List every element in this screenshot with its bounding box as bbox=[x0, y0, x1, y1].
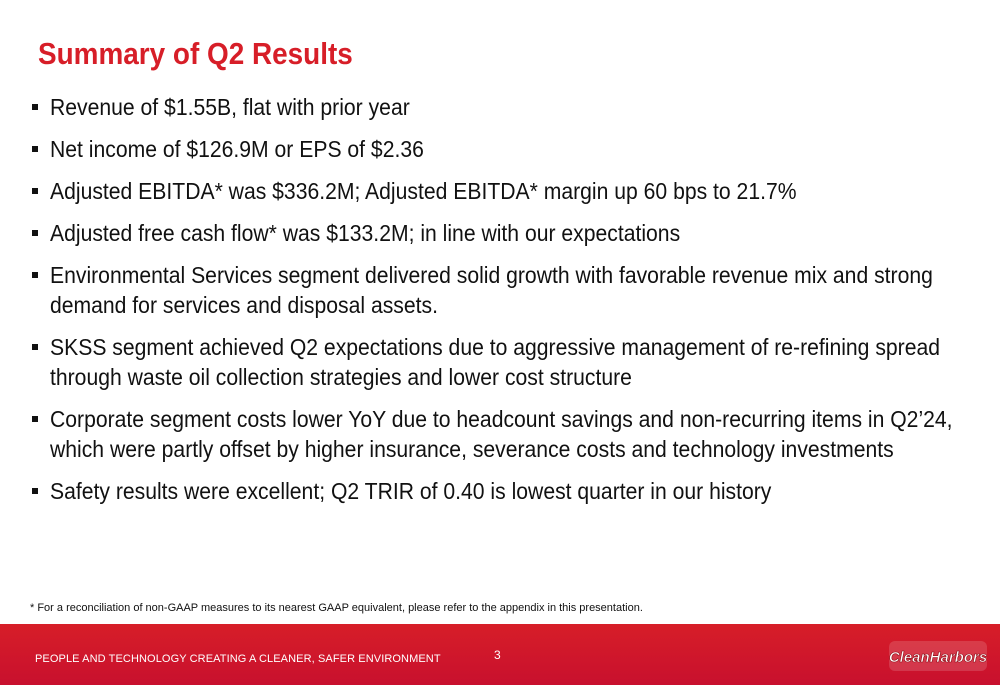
footer-bar bbox=[0, 624, 1000, 685]
bullet-square-icon bbox=[32, 230, 38, 236]
footer-tagline: PEOPLE AND TECHNOLOGY CREATING A CLEANER, SAFER ENVIRONMENT bbox=[35, 653, 441, 665]
bullet-item bbox=[30, 218, 980, 248]
bullet-square-icon bbox=[32, 188, 38, 194]
footnote: * For a reconciliation of non-GAAP measures to its nearest GAAP equivalent, please refer to the appendix in this presentation. bbox=[30, 602, 643, 614]
clean-harbors-logo bbox=[888, 638, 988, 674]
bullet-text: Net income of $126.9M or EPS of $2.36 bbox=[50, 136, 424, 162]
bullet-square-icon bbox=[32, 416, 38, 422]
bullet-text: Safety results were excellent; Q2 TRIR of 0.40 is lowest quarter in our history bbox=[50, 478, 772, 504]
bullet-text: Revenue of $1.55B, flat with prior year bbox=[50, 94, 410, 120]
bullet-square-icon bbox=[32, 344, 38, 350]
bullet-item bbox=[30, 134, 980, 164]
bullet-item bbox=[30, 176, 980, 206]
bullet-square-icon bbox=[32, 272, 38, 278]
bullet-item bbox=[30, 476, 980, 506]
bullet-item bbox=[30, 92, 980, 122]
bullet-text: Adjusted free cash flow* was $133.2M; in line with our expectations bbox=[50, 220, 681, 246]
bullet-square-icon bbox=[32, 104, 38, 110]
bullet-text: Environmental Services segment delivered solid growth with favorable revenue mix and strong demand for services and disposal assets. bbox=[50, 262, 933, 318]
bullet-text: Adjusted EBITDA* was $336.2M; Adjusted EBITDA* margin up 60 bps to 21.7% bbox=[50, 178, 797, 204]
bullet-square-icon bbox=[32, 146, 38, 152]
bullet-item bbox=[30, 332, 980, 392]
bullet-square-icon bbox=[32, 488, 38, 494]
bullet-item bbox=[30, 404, 980, 464]
bullet-text: Corporate segment costs lower YoY due to headcount savings and non-recurring items in Q2’24, which were partly offset by higher insurance, severance costs and technology investments bbox=[50, 406, 953, 462]
slide-title: Summary of Q2 Results bbox=[38, 36, 353, 71]
page-number: 3 bbox=[494, 648, 501, 662]
bullet-list bbox=[30, 92, 980, 518]
logo-wordmark: CleanHarbors bbox=[888, 649, 988, 666]
bullet-item bbox=[30, 260, 980, 320]
bullet-text: SKSS segment achieved Q2 expectations due to aggressive management of re-refining spread through waste oil collection strategies and lower cost structure bbox=[50, 334, 941, 390]
